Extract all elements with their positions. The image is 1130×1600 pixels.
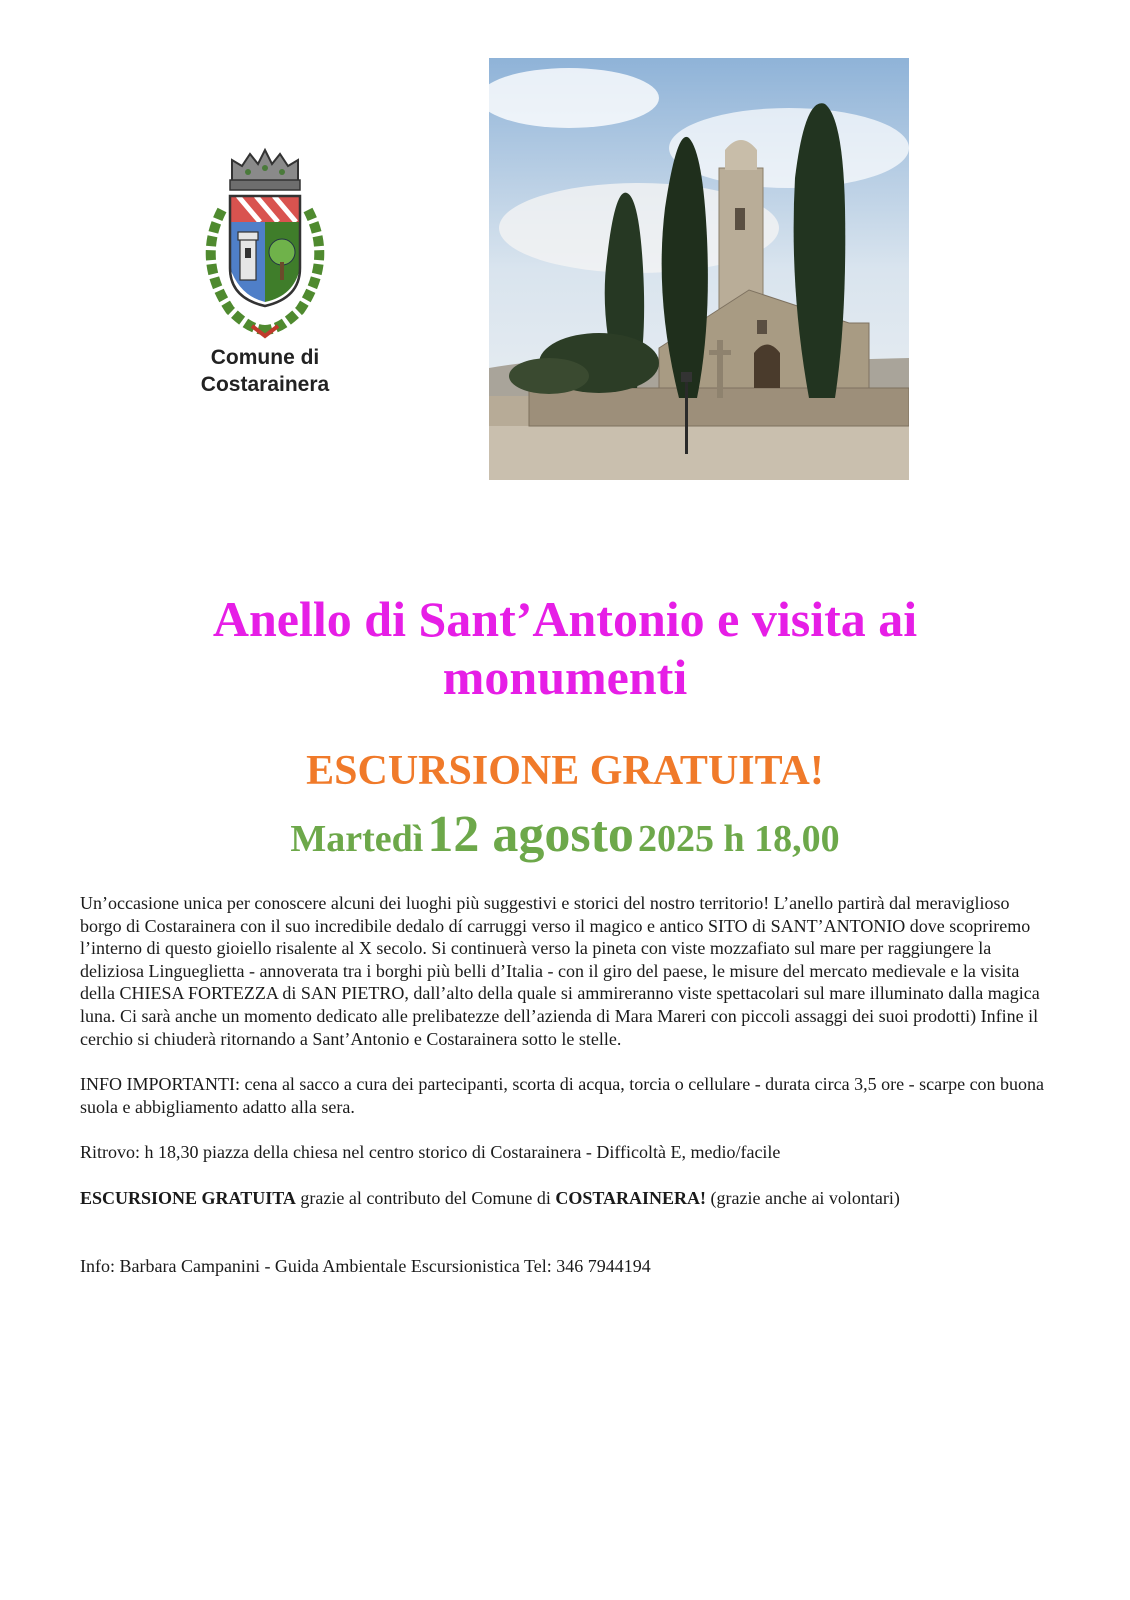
municipality-name-line2: Costarainera [200, 373, 330, 396]
event-subtitle: ESCURSIONE GRATUITA! [306, 748, 824, 794]
event-body [80, 892, 1055, 1277]
free-excursion-comune: COSTARAINERA! [555, 1187, 707, 1208]
event-date [60, 800, 1070, 882]
event-year-time: 2025 h 18,00 [637, 818, 840, 860]
municipality-logo [180, 140, 350, 410]
free-excursion-mid: grazie al contributo del Comune di [295, 1187, 556, 1208]
event-title [60, 590, 1070, 706]
municipality-name-line1: Comune di [210, 346, 320, 369]
coat-of-arms-icon [190, 140, 340, 340]
event-title-line2: monumenti [442, 649, 688, 705]
free-excursion-note [80, 1187, 1055, 1210]
municipality-name [180, 344, 350, 398]
event-description: Un’occasione unica per conoscere alcuni dei luoghi più suggestivi e storici del nostro territorio! L’anello partirà dal meraviglioso borgo di Costarainera con il suo incredibile dedalo dí carruggi verso il magico e antico SITO di SANT’ANTONIO dove scopriremo l’interno di questo gioiello risalente al X secolo. Si continuerà verso la pineta con viste mozzafiato sul mare per raggiungere la deliziosa Lingueglietta - annoverata tra i borghi più belli d’Italia - con il giro del paese, le misure del mercato medievale e la visita della CHIESA FORTEZZA di SAN PIETRO, dall’alto della quale si ammireranno viste spettacolari sul mare illuminato dalla magica luna. Ci sarà anche un momento dedicato alle prelibatezze dell’azienda di Mara Mareri con piccoli assaggi dei suoi prodotti) Infine il cerchio si chiuderà ritornando a Sant’Antonio e Costarainera sotto le stelle. [80, 893, 1040, 1049]
free-excursion-label: ESCURSIONE GRATUITA [80, 1187, 296, 1208]
meeting-point: Ritrovo: h 18,30 piazza della chiesa nel centro storico di Costarainera - Difficoltà E, medio/facile [80, 1142, 781, 1163]
contact-info: Info: Barbara Campanini - Guida Ambientale Escursionistica Tel: 346 7944194 [80, 1255, 651, 1276]
church-photo [489, 58, 909, 480]
free-excursion-end: (grazie anche ai volontari) [706, 1187, 900, 1208]
event-day-month: 12 agosto [427, 806, 634, 863]
event-weekday: Martedì [290, 818, 424, 860]
event-title-line1: Anello di Sant’Antonio e visita ai [212, 591, 918, 647]
important-info: INFO IMPORTANTI: cena al sacco a cura dei partecipanti, scorta di acqua, torcia o cellulare - durata circa 3,5 ore - scarpe con buona suola e abbigliamento adatto alla sera. [80, 1074, 1045, 1117]
